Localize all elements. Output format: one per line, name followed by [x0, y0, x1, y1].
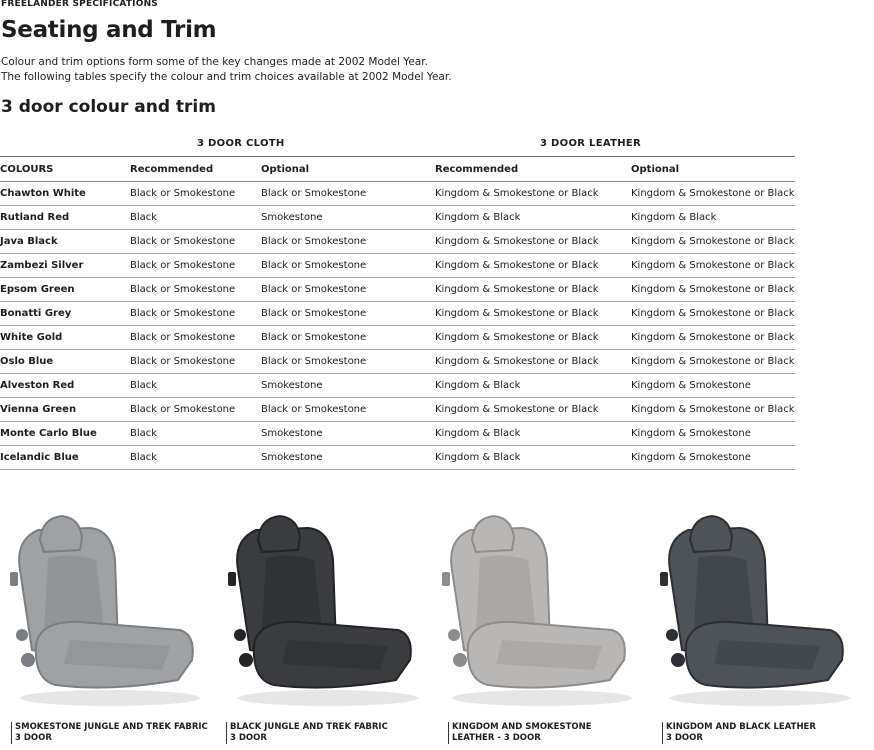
leather-optional-cell: Kingdom & Smokestone or Black	[631, 278, 795, 302]
colour-name-cell: Zambezi Silver	[0, 254, 130, 278]
table-row	[0, 182, 795, 206]
cloth-recommended-cell: Black or Smokestone	[130, 350, 261, 374]
colour-name-cell: Vienna Green	[0, 398, 130, 422]
colour-name-cell: Java Black	[0, 230, 130, 254]
cloth-optional-cell: Black or Smokestone	[261, 230, 435, 254]
colour-name-cell: Alveston Red	[0, 374, 130, 398]
leather-optional-cell: Kingdom & Smokestone	[631, 446, 795, 470]
table-row	[0, 254, 795, 278]
cloth-recommended-cell: Black or Smokestone	[130, 398, 261, 422]
cloth-optional-cell: Black or Smokestone	[261, 254, 435, 278]
leather-recommended-cell: Kingdom & Smokestone or Black	[435, 182, 631, 206]
seat-caption	[448, 722, 592, 744]
seat-caption	[11, 722, 208, 744]
cloth-recommended-cell: Black or Smokestone	[130, 230, 261, 254]
leather-recommended-cell: Kingdom & Smokestone or Black	[435, 398, 631, 422]
leather-recommended-cell: Kingdom & Black	[435, 422, 631, 446]
col-header-cloth-recommended: Recommended	[130, 158, 261, 182]
cloth-recommended-cell: Black or Smokestone	[130, 254, 261, 278]
cloth-recommended-cell: Black or Smokestone	[130, 302, 261, 326]
col-header-leather-optional: Optional	[631, 158, 795, 182]
table-row	[0, 422, 795, 446]
leather-optional-cell: Kingdom & Smokestone or Black	[631, 302, 795, 326]
leather-optional-cell: Kingdom & Smokestone or Black	[631, 350, 795, 374]
leather-optional-cell: Kingdom & Smokestone or Black	[631, 182, 795, 206]
seat-caption-line: BLACK JUNGLE AND TREK FABRIC	[230, 722, 388, 732]
cloth-optional-cell: Smokestone	[261, 374, 435, 398]
cloth-optional-cell: Smokestone	[261, 446, 435, 470]
cloth-recommended-cell: Black	[130, 374, 261, 398]
leather-optional-cell: Kingdom & Smokestone or Black	[631, 398, 795, 422]
colour-name-cell: Chawton White	[0, 182, 130, 206]
seat-image	[650, 480, 860, 710]
table-row	[0, 278, 795, 302]
colour-name-cell: White Gold	[0, 326, 130, 350]
seat-caption-line: SMOKESTONE JUNGLE AND TREK FABRIC	[15, 722, 208, 732]
leather-recommended-cell: Kingdom & Smokestone or Black	[435, 278, 631, 302]
cloth-optional-cell: Black or Smokestone	[261, 350, 435, 374]
leather-optional-cell: Kingdom & Smokestone or Black	[631, 326, 795, 350]
table-body	[0, 182, 795, 470]
seat-caption-line: 3 DOOR	[15, 733, 52, 743]
intro-text	[1, 55, 452, 85]
seat-image	[218, 480, 428, 710]
leather-recommended-cell: Kingdom & Smokestone or Black	[435, 302, 631, 326]
table-row	[0, 374, 795, 398]
leather-optional-cell: Kingdom & Smokestone or Black	[631, 230, 795, 254]
seat-caption-line: KINGDOM AND SMOKESTONE	[452, 722, 592, 732]
cloth-optional-cell: Black or Smokestone	[261, 182, 435, 206]
leather-optional-cell: Kingdom & Smokestone or Black	[631, 254, 795, 278]
table-row	[0, 230, 795, 254]
colour-trim-table	[0, 158, 795, 470]
cloth-optional-cell: Smokestone	[261, 422, 435, 446]
cloth-optional-cell: Smokestone	[261, 206, 435, 230]
colour-name-cell: Monte Carlo Blue	[0, 422, 130, 446]
cloth-optional-cell: Black or Smokestone	[261, 326, 435, 350]
group-heading-leather: 3 DOOR LEATHER	[540, 138, 642, 149]
seat-caption	[226, 722, 388, 744]
table-row	[0, 206, 795, 230]
section-subtitle: 3 door colour and trim	[1, 97, 216, 117]
cloth-recommended-cell: Black	[130, 206, 261, 230]
leather-optional-cell: Kingdom & Black	[631, 206, 795, 230]
cloth-recommended-cell: Black	[130, 446, 261, 470]
cloth-recommended-cell: Black or Smokestone	[130, 326, 261, 350]
cloth-optional-cell: Black or Smokestone	[261, 398, 435, 422]
group-heading-cloth: 3 DOOR CLOTH	[197, 138, 285, 149]
table-row	[0, 446, 795, 470]
leather-optional-cell: Kingdom & Smokestone	[631, 422, 795, 446]
seat-caption-line: LEATHER - 3 DOOR	[452, 733, 541, 743]
colour-name-cell: Rutland Red	[0, 206, 130, 230]
colour-name-cell: Icelandic Blue	[0, 446, 130, 470]
cloth-recommended-cell: Black or Smokestone	[130, 278, 261, 302]
leather-recommended-cell: Kingdom & Black	[435, 374, 631, 398]
col-header-leather-recommended: Recommended	[435, 158, 631, 182]
cloth-optional-cell: Black or Smokestone	[261, 278, 435, 302]
cloth-recommended-cell: Black or Smokestone	[130, 182, 261, 206]
colour-name-cell: Bonatti Grey	[0, 302, 130, 326]
seat-caption-line: 3 DOOR	[666, 733, 703, 743]
leather-optional-cell: Kingdom & Smokestone	[631, 374, 795, 398]
table-header-row	[0, 158, 795, 182]
section-kicker: FREELANDER SPECIFICATIONS	[1, 0, 158, 9]
leather-recommended-cell: Kingdom & Smokestone or Black	[435, 230, 631, 254]
page-title: Seating and Trim	[1, 17, 217, 43]
seat-image	[0, 480, 210, 710]
leather-recommended-cell: Kingdom & Smokestone or Black	[435, 326, 631, 350]
leather-recommended-cell: Kingdom & Black	[435, 206, 631, 230]
intro-line-2: The following tables specify the colour and trim choices available at 2002 Model Year.	[1, 71, 452, 83]
seat-caption-line: 3 DOOR	[230, 733, 267, 743]
table-row	[0, 326, 795, 350]
colour-name-cell: Epsom Green	[0, 278, 130, 302]
seat-caption	[662, 722, 816, 744]
seat-image	[432, 480, 642, 710]
colour-name-cell: Oslo Blue	[0, 350, 130, 374]
header-rule	[0, 156, 795, 157]
seat-caption-line: KINGDOM AND BLACK LEATHER	[666, 722, 816, 732]
col-header-colours: COLOURS	[0, 158, 130, 182]
leather-recommended-cell: Kingdom & Black	[435, 446, 631, 470]
cloth-optional-cell: Black or Smokestone	[261, 302, 435, 326]
leather-recommended-cell: Kingdom & Smokestone or Black	[435, 350, 631, 374]
intro-line-1: Colour and trim options form some of the key changes made at 2002 Model Year.	[1, 56, 428, 68]
table-row	[0, 350, 795, 374]
table-row	[0, 398, 795, 422]
col-header-cloth-optional: Optional	[261, 158, 435, 182]
leather-recommended-cell: Kingdom & Smokestone or Black	[435, 254, 631, 278]
table-row	[0, 302, 795, 326]
cloth-recommended-cell: Black	[130, 422, 261, 446]
